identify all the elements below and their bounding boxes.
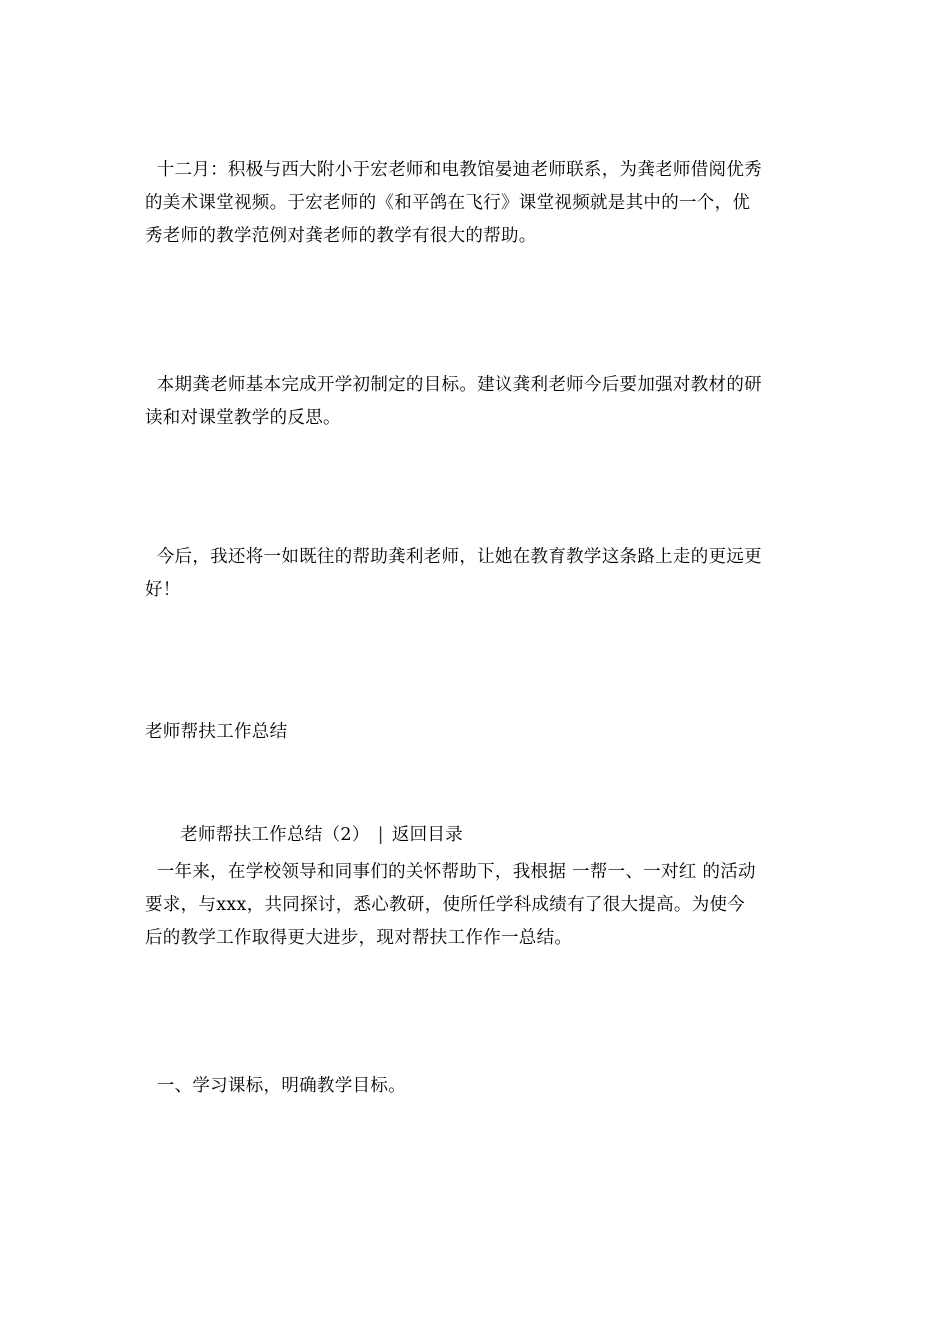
paragraph-line: 的美术课堂视频。于宏老师的《和平鸽在飞行》课堂视频就是其中的一个，优: [145, 193, 751, 213]
document-title: [145, 716, 810, 749]
paragraph-line: 要求，与xxx，共同探讨，悉心教研，使所任学科成绩有了很大提高。为使今: [145, 895, 746, 915]
paragraph-line: 今后，我还将一如既往的帮助龚利老师，让她在教育教学这条路上走的更远更: [145, 547, 762, 567]
paragraph-december: [145, 154, 810, 253]
title-text: 老师帮扶工作总结: [145, 722, 288, 742]
section-heading-1: [145, 1070, 810, 1103]
section-heading-text: 一、学习课标，明确教学目标。: [145, 1076, 406, 1096]
paragraph-line: 秀老师的教学范例对龚老师的教学有很大的帮助。: [145, 226, 537, 246]
paragraph-line: 后的教学工作取得更大进步，现对帮扶工作作一总结。: [145, 928, 573, 948]
paragraph-intro: [145, 856, 810, 955]
paragraph-line: 十二月：积极与西大附小于宏老师和电教馆晏迪老师联系，为龚老师借阅优秀: [145, 160, 762, 180]
subtitle-text: 老师帮扶工作总结（2）: [180, 825, 370, 845]
paragraph-line: 本期龚老师基本完成开学初制定的目标。建议龚利老师今后要加强对教材的研: [145, 375, 762, 395]
paragraph-line: 好！: [145, 580, 181, 600]
paragraph-future: [145, 541, 810, 607]
paragraph-line: 一年来，在学校领导和同事们的关怀帮助下，我根据 一帮一、一对红 的活动: [145, 862, 756, 882]
paragraph-line: 读和对课堂教学的反思。: [145, 408, 341, 428]
separator: |: [377, 825, 384, 845]
back-to-contents-link[interactable]: 返回目录: [391, 825, 464, 845]
paragraph-goal: [145, 369, 810, 435]
